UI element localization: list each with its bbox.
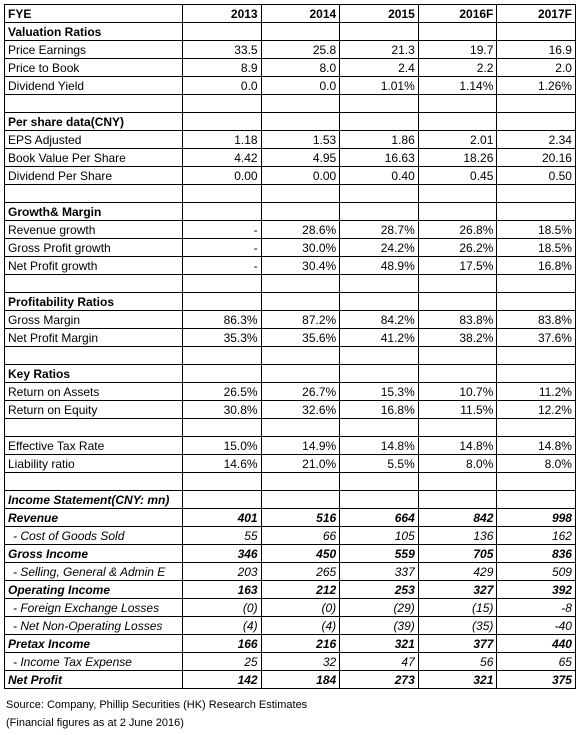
- row-value: [418, 365, 497, 383]
- row-label: - Selling, General & Admin E: [5, 563, 183, 581]
- table-row: [5, 635, 576, 653]
- table-row: [5, 221, 576, 239]
- row-value: [418, 275, 497, 293]
- row-value: [418, 491, 497, 509]
- row-label: Revenue growth: [5, 221, 183, 239]
- row-value: -: [183, 257, 262, 275]
- row-value: 35.3%: [183, 329, 262, 347]
- row-value: 321: [418, 671, 497, 689]
- row-label: Effective Tax Rate: [5, 437, 183, 455]
- row-value: 21.0%: [261, 455, 340, 473]
- row-value: [340, 275, 419, 293]
- row-value: [497, 23, 576, 41]
- row-value: (0): [183, 599, 262, 617]
- table-row: [5, 311, 576, 329]
- row-label: Per share data(CNY): [5, 113, 183, 131]
- row-label: Gross Income: [5, 545, 183, 563]
- row-value: 28.7%: [340, 221, 419, 239]
- row-value: [497, 419, 576, 437]
- table-row: [5, 455, 576, 473]
- row-label: Gross Margin: [5, 311, 183, 329]
- row-value: -8: [497, 599, 576, 617]
- row-value: 17.5%: [418, 257, 497, 275]
- row-value: 26.5%: [183, 383, 262, 401]
- row-label: [5, 275, 183, 293]
- row-value: 30.0%: [261, 239, 340, 257]
- row-label: Return on Equity: [5, 401, 183, 419]
- row-value: 664: [340, 509, 419, 527]
- section-row: [5, 293, 576, 311]
- row-value: [340, 185, 419, 203]
- row-label: Pretax Income: [5, 635, 183, 653]
- row-label: Dividend Per Share: [5, 167, 183, 185]
- row-value: 162: [497, 527, 576, 545]
- row-value: 32: [261, 653, 340, 671]
- header-year: 2014: [261, 5, 340, 23]
- row-value: 48.9%: [340, 257, 419, 275]
- row-value: 24.2%: [340, 239, 419, 257]
- row-value: [497, 275, 576, 293]
- row-label: - Cost of Goods Sold: [5, 527, 183, 545]
- row-value: 2.34: [497, 131, 576, 149]
- row-value: 4.95: [261, 149, 340, 167]
- row-value: 37.6%: [497, 329, 576, 347]
- row-value: 14.9%: [261, 437, 340, 455]
- row-value: [497, 95, 576, 113]
- row-value: 265: [261, 563, 340, 581]
- row-value: 14.8%: [418, 437, 497, 455]
- row-value: [183, 293, 262, 311]
- row-value: 705: [418, 545, 497, 563]
- row-label: Key Ratios: [5, 365, 183, 383]
- table-row: [5, 257, 576, 275]
- row-value: [183, 365, 262, 383]
- row-value: 18.5%: [497, 239, 576, 257]
- row-value: 83.8%: [418, 311, 497, 329]
- row-label: Gross Profit growth: [5, 239, 183, 257]
- row-value: [418, 203, 497, 221]
- row-value: [340, 365, 419, 383]
- row-value: [418, 347, 497, 365]
- row-value: 8.9: [183, 59, 262, 77]
- row-value: 998: [497, 509, 576, 527]
- header-year: 2013: [183, 5, 262, 23]
- row-value: 216: [261, 635, 340, 653]
- row-value: [261, 473, 340, 491]
- row-value: 87.2%: [261, 311, 340, 329]
- row-value: 1.14%: [418, 77, 497, 95]
- row-value: [261, 419, 340, 437]
- blank-row: [5, 275, 576, 293]
- source-note: Source: Company, Phillip Securities (HK) Research Estimates: [6, 699, 308, 711]
- row-label: Price Earnings: [5, 41, 183, 59]
- row-value: [418, 293, 497, 311]
- row-value: [497, 185, 576, 203]
- row-label: Price to Book: [5, 59, 183, 77]
- row-value: 273: [340, 671, 419, 689]
- row-value: 18.5%: [497, 221, 576, 239]
- row-value: 516: [261, 509, 340, 527]
- row-value: 321: [340, 635, 419, 653]
- row-label: Profitability Ratios: [5, 293, 183, 311]
- row-value: 337: [340, 563, 419, 581]
- row-label: [5, 95, 183, 113]
- row-value: 15.0%: [183, 437, 262, 455]
- row-value: 12.2%: [497, 401, 576, 419]
- row-label: [5, 419, 183, 437]
- blank-row: [5, 185, 576, 203]
- row-value: 166: [183, 635, 262, 653]
- row-value: 0.40: [340, 167, 419, 185]
- row-value: [340, 95, 419, 113]
- row-value: -: [183, 221, 262, 239]
- row-value: [340, 23, 419, 41]
- row-value: 836: [497, 545, 576, 563]
- row-value: 30.4%: [261, 257, 340, 275]
- row-label: Dividend Yield: [5, 77, 183, 95]
- row-value: 26.8%: [418, 221, 497, 239]
- row-value: 30.8%: [183, 401, 262, 419]
- table-row: [5, 167, 576, 185]
- table-row: [5, 581, 576, 599]
- row-value: (0): [261, 599, 340, 617]
- header-row: [5, 5, 576, 23]
- table-row: [5, 41, 576, 59]
- row-value: 8.0%: [418, 455, 497, 473]
- table-row: [5, 437, 576, 455]
- row-value: 253: [340, 581, 419, 599]
- table-row: [5, 653, 576, 671]
- row-value: 440: [497, 635, 576, 653]
- row-label: [5, 473, 183, 491]
- row-value: 38.2%: [418, 329, 497, 347]
- row-value: (15): [418, 599, 497, 617]
- blank-row: [5, 347, 576, 365]
- date-note: (Financial figures as at 2 June 2016): [6, 717, 184, 729]
- table-row: [5, 671, 576, 689]
- row-value: 212: [261, 581, 340, 599]
- table-row: [5, 563, 576, 581]
- row-value: [261, 203, 340, 221]
- row-value: 28.6%: [261, 221, 340, 239]
- row-value: [418, 185, 497, 203]
- row-value: 842: [418, 509, 497, 527]
- table-row: [5, 131, 576, 149]
- row-value: 1.53: [261, 131, 340, 149]
- row-value: (39): [340, 617, 419, 635]
- row-value: 41.2%: [340, 329, 419, 347]
- header-year: 2015: [340, 5, 419, 23]
- row-value: 1.01%: [340, 77, 419, 95]
- row-value: [340, 203, 419, 221]
- row-value: 509: [497, 563, 576, 581]
- table-row: [5, 545, 576, 563]
- row-value: [183, 347, 262, 365]
- row-value: 184: [261, 671, 340, 689]
- row-value: 25.8: [261, 41, 340, 59]
- table-row: [5, 383, 576, 401]
- row-value: [340, 347, 419, 365]
- row-label: Book Value Per Share: [5, 149, 183, 167]
- row-label: Growth& Margin: [5, 203, 183, 221]
- row-label: Operating Income: [5, 581, 183, 599]
- row-value: [418, 419, 497, 437]
- row-value: 429: [418, 563, 497, 581]
- row-value: [261, 95, 340, 113]
- section-row: [5, 203, 576, 221]
- row-value: 19.7: [418, 41, 497, 59]
- blank-row: [5, 95, 576, 113]
- row-value: [497, 473, 576, 491]
- row-value: 16.63: [340, 149, 419, 167]
- row-value: 1.26%: [497, 77, 576, 95]
- row-value: [183, 491, 262, 509]
- row-value: 56: [418, 653, 497, 671]
- row-value: 14.8%: [340, 437, 419, 455]
- row-value: (35): [418, 617, 497, 635]
- row-value: [340, 419, 419, 437]
- row-label: Return on Assets: [5, 383, 183, 401]
- row-value: [418, 23, 497, 41]
- header-year: 2017F: [497, 5, 576, 23]
- row-value: [183, 275, 262, 293]
- row-value: [340, 491, 419, 509]
- row-value: [497, 113, 576, 131]
- row-value: 21.3: [340, 41, 419, 59]
- row-value: 0.00: [183, 167, 262, 185]
- row-value: 0.50: [497, 167, 576, 185]
- row-value: 55: [183, 527, 262, 545]
- row-value: [497, 203, 576, 221]
- section-row: [5, 491, 576, 509]
- row-value: 32.6%: [261, 401, 340, 419]
- row-value: 16.8%: [497, 257, 576, 275]
- row-value: [261, 365, 340, 383]
- header-label: FYE: [5, 5, 183, 23]
- row-label: Net Profit growth: [5, 257, 183, 275]
- row-value: 33.5: [183, 41, 262, 59]
- row-value: 10.7%: [418, 383, 497, 401]
- financial-table: [4, 4, 576, 689]
- row-value: 47: [340, 653, 419, 671]
- row-value: 14.6%: [183, 455, 262, 473]
- row-value: [418, 95, 497, 113]
- row-value: 14.8%: [497, 437, 576, 455]
- row-value: [261, 113, 340, 131]
- row-label: Net Profit Margin: [5, 329, 183, 347]
- row-value: 392: [497, 581, 576, 599]
- row-label: - Income Tax Expense: [5, 653, 183, 671]
- row-value: 65: [497, 653, 576, 671]
- blank-row: [5, 419, 576, 437]
- row-value: 16.8%: [340, 401, 419, 419]
- row-value: [183, 473, 262, 491]
- row-value: 16.9: [497, 41, 576, 59]
- table-row: [5, 527, 576, 545]
- row-value: [340, 113, 419, 131]
- section-row: [5, 23, 576, 41]
- row-value: [418, 473, 497, 491]
- row-label: [5, 185, 183, 203]
- row-value: [261, 293, 340, 311]
- blank-row: [5, 473, 576, 491]
- row-value: 25: [183, 653, 262, 671]
- row-value: [261, 491, 340, 509]
- row-value: -: [183, 239, 262, 257]
- row-value: 66: [261, 527, 340, 545]
- row-value: 0.0: [183, 77, 262, 95]
- header-year: 2016F: [418, 5, 497, 23]
- row-value: 2.01: [418, 131, 497, 149]
- row-value: 0.00: [261, 167, 340, 185]
- table-row: [5, 59, 576, 77]
- row-value: 105: [340, 527, 419, 545]
- row-value: -40: [497, 617, 576, 635]
- row-value: 26.2%: [418, 239, 497, 257]
- row-label: Liability ratio: [5, 455, 183, 473]
- row-value: 84.2%: [340, 311, 419, 329]
- row-value: 136: [418, 527, 497, 545]
- row-value: 2.2: [418, 59, 497, 77]
- row-value: (29): [340, 599, 419, 617]
- row-value: 0.0: [261, 77, 340, 95]
- table-row: [5, 401, 576, 419]
- row-value: [183, 185, 262, 203]
- row-value: [183, 95, 262, 113]
- section-row: [5, 365, 576, 383]
- table-row: [5, 509, 576, 527]
- row-label: Revenue: [5, 509, 183, 527]
- row-value: [340, 473, 419, 491]
- row-label: - Net Non-Operating Losses: [5, 617, 183, 635]
- row-value: 11.5%: [418, 401, 497, 419]
- row-label: Valuation Ratios: [5, 23, 183, 41]
- row-value: 163: [183, 581, 262, 599]
- table-row: [5, 329, 576, 347]
- row-value: 83.8%: [497, 311, 576, 329]
- row-value: 377: [418, 635, 497, 653]
- financial-table-body: [5, 5, 576, 689]
- row-value: 35.6%: [261, 329, 340, 347]
- row-value: 203: [183, 563, 262, 581]
- row-value: [261, 275, 340, 293]
- row-value: 1.86: [340, 131, 419, 149]
- row-value: 11.2%: [497, 383, 576, 401]
- row-value: 450: [261, 545, 340, 563]
- row-value: [497, 347, 576, 365]
- row-value: [183, 23, 262, 41]
- row-value: 327: [418, 581, 497, 599]
- row-value: 15.3%: [340, 383, 419, 401]
- row-value: 375: [497, 671, 576, 689]
- row-value: 142: [183, 671, 262, 689]
- row-value: [261, 185, 340, 203]
- row-value: (4): [183, 617, 262, 635]
- row-value: 2.0: [497, 59, 576, 77]
- table-row: [5, 149, 576, 167]
- row-label: [5, 347, 183, 365]
- table-row: [5, 77, 576, 95]
- table-row: [5, 599, 576, 617]
- row-value: [497, 365, 576, 383]
- table-row: [5, 617, 576, 635]
- row-value: 8.0: [261, 59, 340, 77]
- row-value: [261, 347, 340, 365]
- row-value: 26.7%: [261, 383, 340, 401]
- row-label: - Foreign Exchange Losses: [5, 599, 183, 617]
- row-label: Income Statement(CNY: mn): [5, 491, 183, 509]
- row-value: [183, 419, 262, 437]
- row-value: 346: [183, 545, 262, 563]
- row-value: 5.5%: [340, 455, 419, 473]
- row-value: [183, 203, 262, 221]
- row-value: (4): [261, 617, 340, 635]
- row-value: 401: [183, 509, 262, 527]
- section-row: [5, 113, 576, 131]
- table-row: [5, 239, 576, 257]
- row-value: 559: [340, 545, 419, 563]
- row-value: [497, 293, 576, 311]
- row-value: 18.26: [418, 149, 497, 167]
- row-value: 1.18: [183, 131, 262, 149]
- row-value: 0.45: [418, 167, 497, 185]
- row-value: 20.16: [497, 149, 576, 167]
- row-value: [497, 491, 576, 509]
- row-label: Net Profit: [5, 671, 183, 689]
- row-value: 86.3%: [183, 311, 262, 329]
- row-value: [183, 113, 262, 131]
- row-value: [261, 23, 340, 41]
- row-label: EPS Adjusted: [5, 131, 183, 149]
- row-value: 8.0%: [497, 455, 576, 473]
- row-value: 4.42: [183, 149, 262, 167]
- row-value: 2.4: [340, 59, 419, 77]
- row-value: [418, 113, 497, 131]
- row-value: [340, 293, 419, 311]
